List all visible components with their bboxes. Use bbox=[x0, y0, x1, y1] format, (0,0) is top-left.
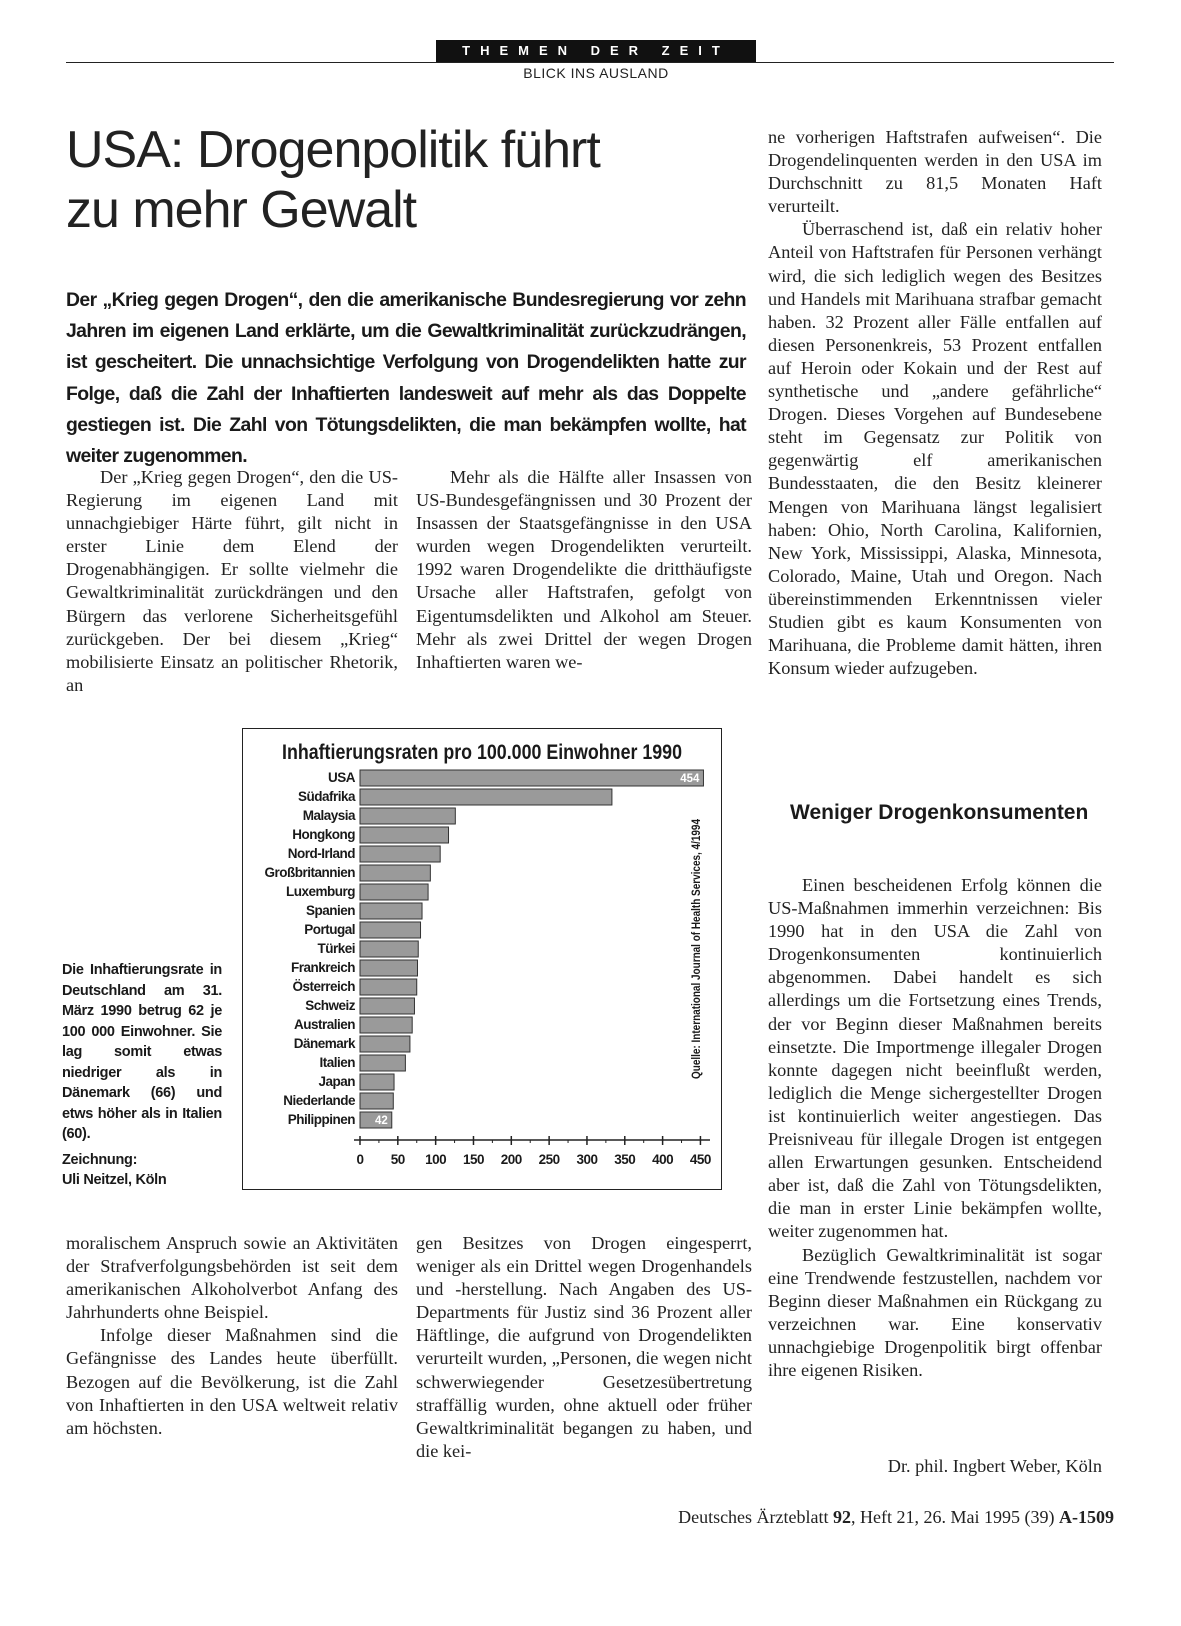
category-label: Nord-Irland bbox=[287, 846, 355, 861]
header-rule bbox=[66, 62, 1114, 63]
chart-title: Inhaftierungsraten pro 100.000 Einwohner 1990 bbox=[282, 741, 682, 764]
x-tick-label: 100 bbox=[425, 1152, 447, 1167]
figure-credit bbox=[62, 1150, 232, 1190]
paragraph: gen Besitzes von Drogen eingesperrt, weniger als ein Drittel wegen Drogenhandels und -herstellung. Nach Angaben des US-Departments für Justiz sind 36 Prozent aller Häftlinge, die aufgrund von Drogendelikten verurteilt wurden, „Personen, die wegen nicht schwerwiegender Gesetzesübertretung straffällig wurden, ohne aktuell oder früher Gewaltkriminalität begangen zu haben, und die kei- bbox=[416, 1233, 752, 1461]
category-label: Australien bbox=[293, 1017, 355, 1032]
bar-5 bbox=[360, 865, 430, 881]
bar-6 bbox=[360, 884, 428, 900]
category-label: Frankreich bbox=[290, 960, 355, 975]
category-label: Hongkong bbox=[292, 827, 355, 842]
column-2-bottom bbox=[416, 1232, 752, 1463]
bar-17 bbox=[360, 1093, 393, 1109]
column-2-top bbox=[416, 466, 752, 674]
chart-frame bbox=[242, 728, 722, 1190]
bar-3 bbox=[360, 827, 449, 843]
category-label: Niederlande bbox=[283, 1093, 355, 1108]
bar-13 bbox=[360, 1017, 412, 1033]
bar-1 bbox=[360, 789, 612, 805]
x-tick-label: 300 bbox=[576, 1152, 598, 1167]
journal-name: Deutsches Ärzteblatt bbox=[678, 1507, 829, 1527]
paragraph: Der „Krieg gegen Drogen“, den die US-Regierung im eigenen Land mit unnachgiebiger Härte führt, gilt nicht in erster Linie dem Elend der Drogenabhängigen. Er sollte vielmehr die Gewaltkriminalität zurückdrängen und den Bürgern das verlorene Sicherheitsgefühl zurückgeben. Der bei diesem „Krieg“ mobilisierte Einsatz an politischer Rhetorik, an bbox=[66, 467, 398, 695]
column-1-bottom bbox=[66, 1232, 398, 1440]
data-label: 42 bbox=[374, 1115, 388, 1127]
x-tick-label: 200 bbox=[500, 1152, 522, 1167]
bar-15 bbox=[360, 1055, 405, 1071]
chart-source: Quelle: International Journal of Health Services, 4/1994 bbox=[691, 778, 703, 1079]
paragraph: Infolge dieser Maßnahmen sind die Gefängnisse des Landes heute überfüllt. Bezogen auf die Bevölkerung, ist die Zahl von Inhaftierten in den USA weltweit relativ am höchsten. bbox=[66, 1325, 398, 1438]
author-signature: Dr. phil. Ingbert Weber, Köln bbox=[887, 1456, 1102, 1476]
category-label: Malaysia bbox=[302, 808, 355, 823]
category-label: Dänemark bbox=[293, 1036, 355, 1051]
headline bbox=[66, 120, 746, 240]
paragraph: ne vorherigen Haftstrafen aufweisen“. Die Drogendelinquenten werden in den USA im Durchschnitt zu 81,5 Monaten Haft verurteilt. bbox=[768, 127, 1102, 217]
category-label: Spanien bbox=[305, 903, 355, 918]
paragraph: Einen bescheidenen Erfolg können die US-Maßnahmen immerhin verzeichnen: Bis 1990 hat in den USA die Zahl von Drogenkonsumenten kontinuierlich abgenommen. Dabei handelt es sich allerdings um die Fortsetzung eines Trends, der vor Beginn dieser Maßnahmen bereits einsetzte. Die Importmenge illegaler Drogen konnte dagegen nicht beeinflußt werden, lediglich die Menge sichergestellter Drogen ist kontinuierlich weiter angestiegen. Das Preisniveau für illegale Drogen ist entgegen allen Erwartungen gesunken. Entscheidend aber ist, daß die Zahl von Tötungsdelikten, die man in erster Linie bekämpfen wollte, weiter zugenommen hat. bbox=[768, 875, 1102, 1242]
subsection-label: BLICK INS AUSLAND bbox=[523, 65, 669, 81]
x-tick-label: 250 bbox=[538, 1152, 560, 1167]
bar-10 bbox=[360, 960, 417, 976]
x-tick-label: 450 bbox=[689, 1152, 711, 1167]
column-3-top bbox=[768, 126, 1102, 680]
subheading: Weniger Drogenkonsumenten bbox=[790, 801, 1089, 824]
bar-chart bbox=[243, 729, 721, 1189]
column-1-top bbox=[66, 466, 398, 697]
paragraph: Bezüglich Gewaltkriminalität ist sogar eine Trendwende festzustellen, nachdem vor Beginn dieser Maßnahmen ein Rückgang zu verzeichnen war. Eine konservativ unnachgiebige Drogenpolitik birgt offenbar ihre eigenen Risiken. bbox=[768, 1244, 1102, 1380]
page-footer bbox=[560, 1507, 1114, 1528]
bar-7 bbox=[360, 903, 422, 919]
category-label: Schweiz bbox=[305, 998, 355, 1013]
figure-caption: Die Inhaftierungsrate in Deutschland am 31. März 1990 betrug 62 je 100 000 Einwohner. Sie lag somit etwas niedriger als in Dänemark (66) und etws höher als in Italien (60). bbox=[62, 962, 222, 1142]
x-tick-label: 350 bbox=[614, 1152, 636, 1167]
category-label: Portugal bbox=[304, 922, 355, 937]
category-label: Luxemburg bbox=[285, 884, 355, 899]
category-label: Philippinen bbox=[287, 1112, 355, 1127]
bar-16 bbox=[360, 1074, 394, 1090]
bar-4 bbox=[360, 846, 440, 862]
lede: Der „Krieg gegen Drogen“, den die amerikanische Bundesregierung vor zehn Jahren im eigenen Land erklärte, um die Gewaltkriminalität zurückzudrängen, ist gescheitert. Die unnachsichtige Verfolgung von Drogendelikten hatte zur Folge, daß die Zahl der Inhaftierten landesweit auf mehr als das Doppelte gestiegen ist. Die Zahl von Tötungsdelikten, die man bekämpfen wollte, hat weiter zugenommen. bbox=[66, 289, 746, 468]
bar-14 bbox=[360, 1036, 410, 1052]
x-tick-label: 150 bbox=[462, 1152, 484, 1167]
bar-2 bbox=[360, 808, 455, 824]
bar-8 bbox=[360, 922, 421, 938]
category-label: Österreich bbox=[292, 979, 355, 994]
paragraph: Mehr als die Hälfte aller Insassen von US-Bundesgefängnissen und 30 Prozent der Insassen der Staatsgefängnisse in den USA wurden wegen Drogendelikten verurteilt. 1992 waren Drogendelikte die dritthäufigste Ursache aller Haftstrafen, gefolgt von Eigentumsdelikten und Alkohol am Steuer. Mehr als zwei Drittel der wegen Drogen Inhaftierten waren we- bbox=[416, 467, 752, 672]
bar-9 bbox=[360, 941, 418, 957]
x-tick-label: 400 bbox=[652, 1152, 674, 1167]
column-3-bottom bbox=[768, 874, 1102, 1382]
category-label: USA bbox=[327, 770, 355, 785]
paragraph: moralischem Anspruch sowie an Aktivitäten der Strafverfolgungsbehörden ist seit dem amerikanischen Alkoholverbot Anfang des Jahrhunderts ohne Beispiel. bbox=[66, 1233, 398, 1323]
category-label: Italien bbox=[319, 1055, 355, 1070]
credit-name: Uli Neitzel, Köln bbox=[62, 1172, 167, 1188]
category-label: Großbritannien bbox=[264, 865, 355, 880]
headline-line-1: USA: Drogenpolitik führt bbox=[66, 121, 600, 179]
section-banner: THEMEN DER ZEIT bbox=[436, 40, 756, 62]
x-tick-label: 0 bbox=[356, 1152, 364, 1167]
category-label: Türkei bbox=[317, 941, 355, 956]
bar-12 bbox=[360, 998, 414, 1014]
headline-line-2: zu mehr Gewalt bbox=[66, 181, 417, 239]
data-label: 454 bbox=[680, 773, 700, 785]
bar-0 bbox=[360, 770, 703, 786]
category-label: Japan bbox=[318, 1074, 355, 1089]
journal-issue: , Heft 21, 26. Mai 1995 (39) bbox=[851, 1507, 1055, 1527]
page-number: A-1509 bbox=[1059, 1507, 1114, 1527]
paragraph: Überraschend ist, daß ein relativ hoher Anteil von Haftstrafen für Personen verhängt wird, die sich lediglich wegen des Besitzes und Handels mit Marihuana strafbar gemacht haben. 32 Prozent aller Fälle entfallen auf diesen Personenkreis, 53 Prozent entfallen auf Heroin oder Kokain und der Rest auf synthetische und „andere gefährliche“ Drogen. Dieses Vorgehen auf Bundesebene steht im Gegensatz zur Politik von gegenwärtig elf amerikanischen Bundesstaaten, die den Besitz kleinerer Mengen von Marihuana längst legalisiert haben: Ohio, North Carolina, Kalifornien, New York, Mississippi, Alaska, Minnesota, Colorado, Maine, Utah und Oregon. Nach übereinstimmenden Erkenntnissen vieler Studien gibt es kaum Konsumenten von Marihuana, die Probleme damit hätten, ihren Konsum wieder aufzugeben. bbox=[768, 219, 1102, 679]
category-label: Südafrika bbox=[297, 789, 355, 804]
x-tick-label: 50 bbox=[390, 1152, 405, 1167]
journal-volume: 92 bbox=[833, 1507, 852, 1527]
bar-11 bbox=[360, 979, 417, 995]
credit-label: Zeichnung: bbox=[62, 1152, 138, 1168]
